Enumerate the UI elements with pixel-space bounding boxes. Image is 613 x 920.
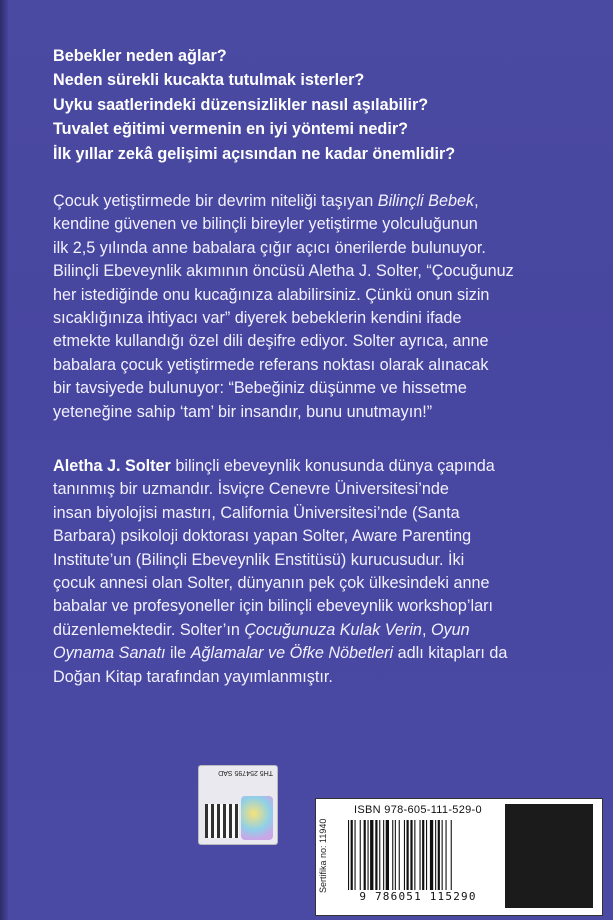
bio-line: Barbara) psikoloji doktorası yapan Solter, Aware Parenting [53,527,472,546]
description-line: yeteneğine sahip ‘tam’ bir insandır, bunu unutmayın!” [53,402,433,421]
question-1: Bebekler neden ağlar? [53,47,227,65]
book-title-italic: Ağlamalar ve Öfke Nöbetleri [190,644,394,663]
question-3: Uyku saatlerindeki düzensizlikler nasıl aşılabilir? [53,95,429,114]
security-sticker [198,765,278,845]
text-run: , [421,620,431,639]
bio-line: Institute’un (Bilinçli Ebeveynlik Enstitüsü) kurucusudur. İki [53,550,465,569]
description-line: etmekte kullandığı özel dili deşifre ediyor. Solter ayrıca, anne [53,332,489,351]
description-line: sıcaklığınıza ihtiyacı var” diyerek bebeklerin kendini ifade [53,309,462,328]
bio-line [53,455,573,478]
barcode-number: 9 786051 115290 [359,890,477,903]
isbn-label: ISBN 978-605-111-529-0 [354,804,482,816]
bio-line [53,619,573,642]
bio-line: insan biyolojisi mastırı, California Üniversitesi’nde (Santa [53,503,460,522]
question-list [53,44,573,166]
text-run: düzenlemektedir. Solter’ın [53,620,245,639]
question-4: Tuvalet eğitimi vermenin en iyi yöntemi nedir? [53,120,409,139]
price-label-block [505,804,593,908]
book-title-italic: Oynama Sanatı [53,644,166,663]
book-title-italic: Çocuğunuza Kulak Verin [244,620,422,639]
barcode-icon [346,820,490,890]
description-line: bir tavsiyede bulunuyor: “Bebeğiniz düşünme ve hissetme [53,379,467,398]
bio-line: babalar ve profesyoneller için bilinçli ebeveynlik workshop’ları [53,597,493,616]
qr-code-icon [205,804,239,838]
description-line: kendine güvenen ve bilinçli bireyler yetiştirme yolculuğunun [53,215,478,234]
author-name: Aletha J. Solter [53,457,171,475]
description-line: Bilinçli Ebeveynlik akımının öncüsü Aletha J. Solter, “Çocuğunuz [53,262,514,281]
book-description [53,190,573,424]
bio-line: Doğan Kitap tarafından yayımlanmıştır. [53,667,333,686]
text-run: Çocuk yetiştirmede bir devrim niteliği taşıyan [53,192,378,210]
author-bio [53,455,573,689]
text-run: bilinçli ebeveynlik konusunda dünya çapında [170,457,495,475]
description-line: babalara çocuk yetiştirmede referans noktası olarak alınacak [53,355,489,374]
certificate-number: Sertifika no: 11940 [318,818,328,894]
bio-line: tanınmış bir uzmandır. İsviçre Cenevre Üniversitesi’nde [53,480,449,499]
book-title-italic: Bilinçli Bebek [377,192,475,210]
book-title-italic: Oyun [430,620,470,639]
hologram-icon [241,796,273,840]
sticker-code: TH5 254795 SAD [218,769,273,776]
description-line [53,190,573,213]
cover-spine-edge [0,0,8,920]
bio-line: çocuk annesi olan Solter, dünyanın pek çok ülkesindeki anne [53,574,490,593]
isbn-barcode-area [342,804,494,908]
description-line: her istediğinde onu kucağınıza alabilirsiniz. Çünkü onun sizin [53,285,490,304]
text-run: adlı kitapları da [393,644,508,663]
text-run: ile [165,644,191,663]
bio-line [53,642,573,665]
question-2: Neden sürekli kucakta tutulmak isterler? [53,71,365,90]
text-run: , [474,192,479,210]
question-5: İlk yıllar zekâ gelişimi açısından ne kadar önemlidir? [53,144,456,163]
description-line: ilk 2,5 yılında anne babalara çığır açıcı önerilerde bulunuyor. [53,238,486,257]
